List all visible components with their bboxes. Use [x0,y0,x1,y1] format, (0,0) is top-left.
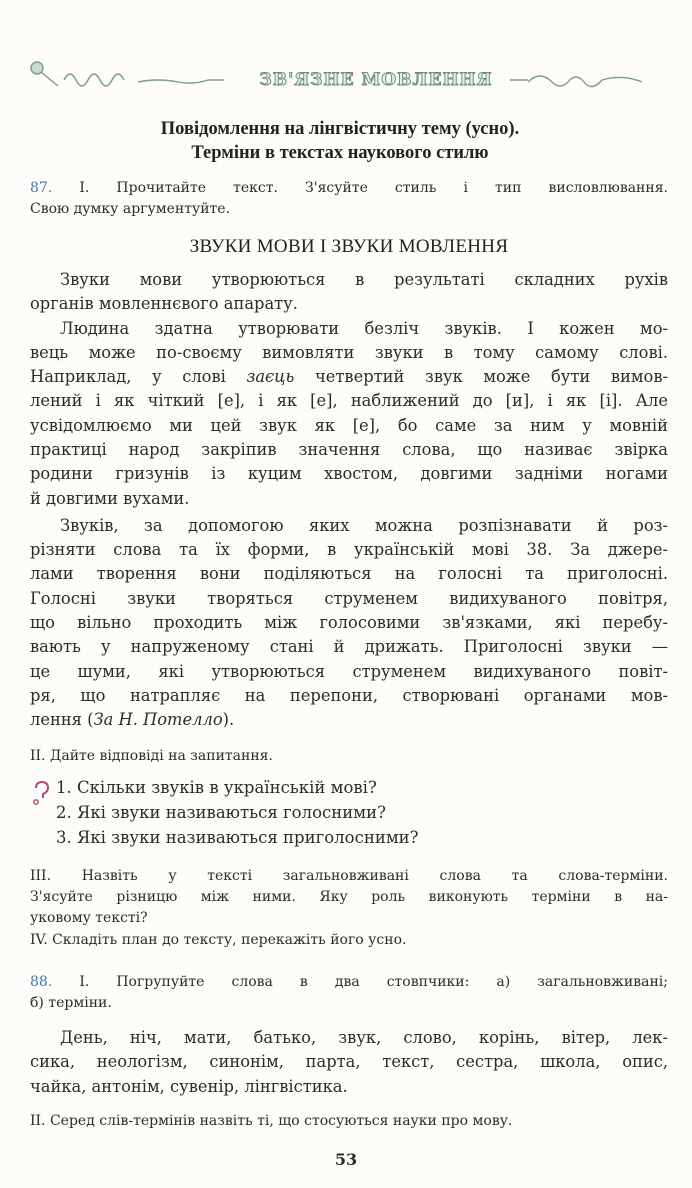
paragraph-line: вають у напруженому стані й дрижать. Приголосні звуки — [30,637,668,656]
paragraph-line: це шуми, які утворюються струменем видихуваного повіт- [30,662,668,681]
question-3: 3. Які звуки називаються приголосними? [56,828,419,847]
exercise-87-task-3-line: уковому тексті? [30,910,148,926]
paragraph-line: лений і як чіткий [е], і як [е], наближений до [и], і як [і]. Але [30,391,668,410]
exercise-number: 88. [30,974,53,990]
exercise-87-task-3-line: З'ясуйте різницю між ними. Яку роль виконують терміни в на- [30,889,668,905]
paragraph-line: лення (За Н. Потелло). [30,710,235,729]
paragraph-line: лами творення вони поділяються на голосні та приголосні. [30,564,668,583]
paragraph-line: Голосні звуки творяться струменем видихуваного повітря, [30,589,668,608]
word-list-line: чайка, антонім, сувенір, лінгвістика. [30,1077,348,1096]
paragraph-line: практиці народ закріпив значення слова, що називає звірка [30,440,668,459]
word-list-line: сика, неологізм, синонім, парта, текст, сестра, школа, опис, [30,1052,668,1071]
paragraph-line: Звуки мови утворюються в результаті складних рухів [60,270,668,289]
question-2: 2. Які звуки називаються голосними? [56,803,386,822]
task-text: І. Погрупуйте слова в два стовпчики: а) загальновживані; [79,974,669,990]
question-mark-icon [30,780,52,806]
paragraph-line: Звуків, за допомогою яких можна розпізнавати й роз- [60,516,668,535]
text-title: ЗВУКИ МОВИ І ЗВУКИ МОВЛЕННЯ [189,236,509,257]
exercise-88-task-line-2: б) терміни. [30,995,112,1011]
lesson-heading-line-1: Повідомлення на лінгвістичну тему (усно). [160,119,520,139]
exercise-87-task-line-1 [30,178,668,198]
paragraph-line: Наприклад, у слові заєць четвертий звук може бути вимов- [30,367,668,386]
section-banner [28,58,668,92]
exercise-87-task-4: IV. Складіть план до тексту, перекажіть його усно. [30,932,407,948]
exercise-87-task-line-2: Свою думку аргументуйте. [30,201,231,217]
exercise-87-task-3-line: ІІІ. Назвіть у тексті загальновживані слова та слова-терміни. [30,868,668,884]
exercise-87-task-2: ІІ. Дайте відповіді на запитання. [30,748,273,764]
paragraph-line: усвідомлюємо ми цей звук як [е], бо саме за ним у мовній [30,416,668,435]
source-citation: За Н. Потелло [93,710,223,729]
question-1: 1. Скільки звуків в українській мові? [56,778,377,797]
exercise-number: 87. [30,180,53,196]
exercise-88-task-line-1 [30,972,668,992]
page-number: 53 [334,1150,358,1169]
paragraph-line: ря, що натрапляє на перепони, створювані органами мов- [30,686,668,705]
paragraph-line: родини гризунів із куцим хвостом, довгими задніми ногами [30,464,668,483]
exercise-88-task-2: ІІ. Серед слів-термінів назвіть ті, що стосуються науки про мову. [30,1113,513,1129]
paragraph-line: різняти слова та їх форми, в українській мові 38. За джере- [30,540,668,559]
paragraph-line: органів мовленнєвого апарату. [30,294,298,313]
word-list-line: День, ніч, мати, батько, звук, слово, корінь, вітер, лек- [60,1028,668,1047]
task-text: І. Прочитайте текст. З'ясуйте стиль і тип висловлювання. [79,180,668,196]
paragraph-line: що вільно проходить між голосовими зв'язками, які перебу- [30,613,668,632]
paragraph-line: Людина здатна утворювати безліч звуків. І кожен мо- [60,319,668,338]
paragraph-line: вець може по-своєму вимовляти звуки в тому самому слові. [30,343,668,362]
paragraph-line: й довгими вухами. [30,489,190,508]
lesson-heading-line-2: Терміни в текстах наукового стилю [191,143,489,163]
example-word: заєць [246,367,295,386]
banner-title: ЗВ'ЯЗНЕ МОВЛЕННЯ [259,70,493,90]
